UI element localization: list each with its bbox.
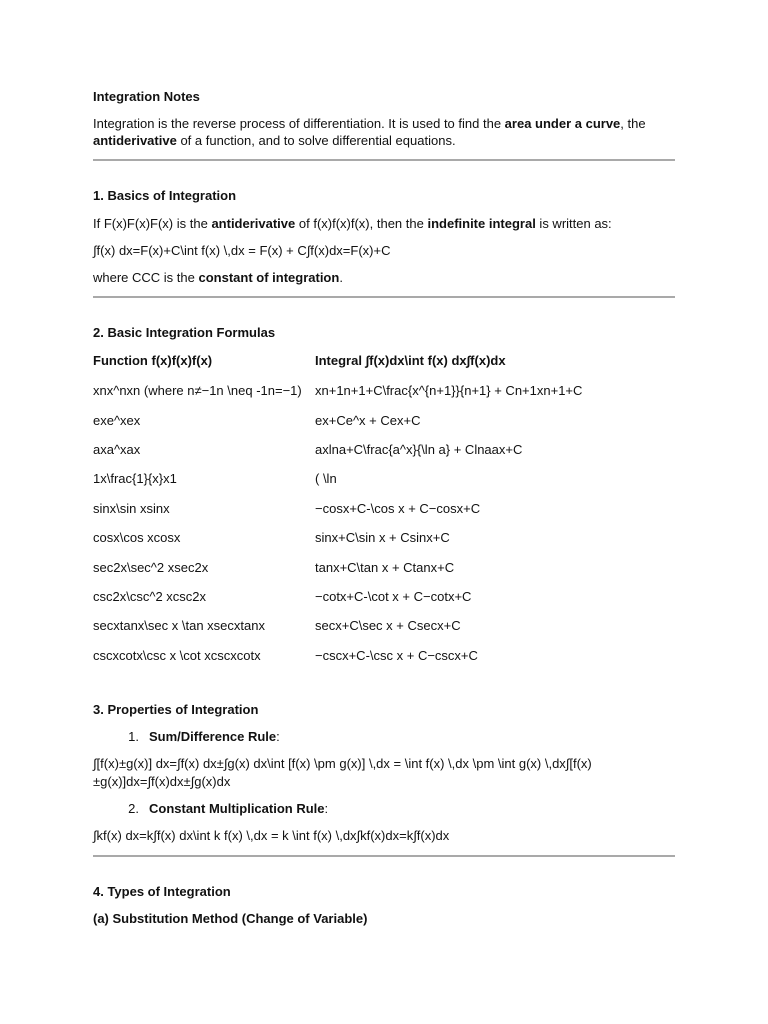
table-cell-integral: −cscx+C-\csc x + C−cscx+C <box>315 648 478 663</box>
table-cell-integral: −cotx+C-\cot x + C−cotx+C <box>315 589 472 604</box>
horizontal-rule <box>93 855 675 857</box>
property-formula-2: ∫kf(x) dx=k∫f(x) dx\int k f(x) \,dx = k \int f(x) \,dx∫kf(x)dx=k∫f(x)dx <box>93 828 450 843</box>
table-cell-function: sec2x\sec^2 xsec2x <box>93 560 209 575</box>
section-1-paragraph: If F(x)F(x)F(x) is the antiderivative of f(x)f(x)f(x), then the indefinite integral is written as: <box>93 216 612 231</box>
table-cell-integral: secx+C\sec x + Csecx+C <box>315 618 461 633</box>
table-cell-function: secxtanx\sec x \tan xsecxtanx <box>93 618 265 633</box>
table-cell-integral: tanx+C\tan x + Ctanx+C <box>315 560 455 575</box>
table-cell-function: sinx\sin xsinx <box>93 501 170 516</box>
table-cell-function: cscxcotx\csc x \cot xcscxcotx <box>93 648 261 663</box>
section-4-heading: 4. Types of Integration <box>93 884 231 899</box>
table-header-integral: Integral ∫f(x)dx\int f(x) dx∫f(x)dx <box>315 353 506 368</box>
horizontal-rule <box>93 296 675 298</box>
section-1-formula: ∫f(x) dx=F(x)+C\int f(x) \,dx = F(x) + C∫f(x)dx=F(x)+C <box>93 243 391 258</box>
table-cell-integral: −cosx+C-\cos x + C−cosx+C <box>315 501 481 516</box>
section-2-heading: 2. Basic Integration Formulas <box>93 325 276 340</box>
property-item-2: 2. Constant Multiplication Rule: <box>128 801 329 816</box>
table-cell-function: 1x\frac{1}{x}x1 <box>93 471 177 486</box>
property-formula-1-continued: ±g(x)]dx=∫f(x)dx±∫g(x)dx <box>93 774 231 789</box>
horizontal-rule <box>93 159 675 161</box>
section-3-heading: 3. Properties of Integration <box>93 702 259 717</box>
table-cell-function: axa^xax <box>93 442 141 457</box>
document-title: Integration Notes <box>93 89 200 104</box>
table-cell-integral: ex+Ce^x + Cex+C <box>315 413 421 428</box>
formula-table <box>93 352 675 682</box>
table-cell-integral: sinx+C\sin x + Csinx+C <box>315 530 450 545</box>
table-cell-function: csc2x\csc^2 xcsc2x <box>93 589 207 604</box>
table-header-function: Function f(x)f(x)f(x) <box>93 353 213 368</box>
table-cell-function: exe^xex <box>93 413 141 428</box>
table-cell-integral: ( \ln <box>315 471 337 486</box>
table-cell-function: cosx\cos xcosx <box>93 530 181 545</box>
section-4-subheading: (a) Substitution Method (Change of Variable) <box>93 911 368 926</box>
intro-line-1: Integration is the reverse process of differentiation. It is used to find the area under a curve, the <box>93 116 646 131</box>
property-item-1: 1. Sum/Difference Rule: <box>128 729 280 744</box>
table-cell-function: xnx^nxn (where n≠−1n \neq -1n=−1) <box>93 383 302 398</box>
section-1-note: where CCC is the constant of integration. <box>93 270 343 285</box>
intro-line-2: antiderivative of a function, and to solve differential equations. <box>93 133 456 148</box>
section-1-heading: 1. Basics of Integration <box>93 188 237 203</box>
table-cell-integral: xn+1n+1+C\frac{x^{n+1}}{n+1} + Cn+1xn+1+C <box>315 383 583 398</box>
table-cell-integral: axlna+C\frac{a^x}{\ln a} + Clnaax+C <box>315 442 523 457</box>
property-formula-1: ∫[f(x)±g(x)] dx=∫f(x) dx±∫g(x) dx\int [f(x) \pm g(x)] \,dx = \int f(x) \,dx \pm \int g(x) \,dx∫[f(x) <box>93 756 592 771</box>
